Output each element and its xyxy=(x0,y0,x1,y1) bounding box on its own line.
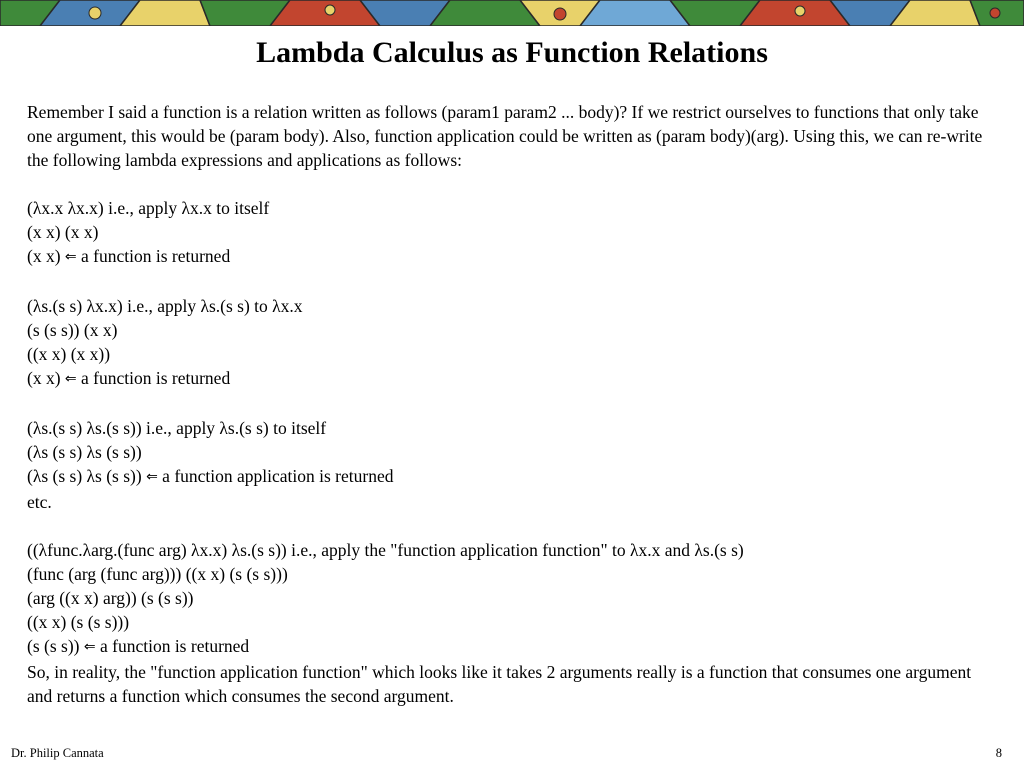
example3-line1: (λs.(s s) λs.(s s)) i.e., apply λs.(s s) to itself xyxy=(27,418,327,438)
example2-line4 xyxy=(27,366,987,392)
example2-line3: ((x x) (x x)) xyxy=(27,344,111,364)
example2-line2: (s (s s)) (x x) xyxy=(27,320,118,340)
example3-line3 xyxy=(27,464,987,490)
left-arrow-icon: ⇐ xyxy=(83,639,96,655)
stained-glass-image xyxy=(0,0,1024,26)
slide-title: Lambda Calculus as Function Relations xyxy=(256,36,768,69)
example3-result-text: a function application is returned xyxy=(157,466,394,486)
example1-result-expr: (x x) xyxy=(27,246,65,266)
example4-line2: (func (arg (func arg))) ((x x) (s (s s))) xyxy=(27,564,288,584)
example4-result-expr: (s (s s)) xyxy=(27,636,84,656)
intro-paragraph: Remember I said a function is a relation written as follows (param1 param2 ... body)? If we restrict ourselves to functions that only take one argument, this would be (param body). Also, function application could be written as (param body)(arg). Using this, we can re-write the following lambda expressions and applications as follows: xyxy=(27,102,983,170)
example2-result-text: a function is returned xyxy=(76,368,231,388)
example2-result-expr: (x x) xyxy=(27,368,65,388)
spacer xyxy=(27,392,987,416)
example3-line4: etc. xyxy=(27,492,52,512)
left-arrow-icon: ⇐ xyxy=(146,469,158,485)
example2-line1: (λs.(s s) λx.x) i.e., apply λs.(s s) to λx.x xyxy=(27,296,303,316)
left-arrow-icon: ⇐ xyxy=(64,249,77,265)
footer-author: Dr. Philip Cannata xyxy=(11,746,104,760)
example4-result-text: a function is returned xyxy=(95,636,250,656)
example1-line2: (x x) (x x) xyxy=(27,222,99,242)
example3-result-expr: (λs (s s) λs (s s)) xyxy=(27,466,147,486)
example1-line3 xyxy=(27,244,987,270)
example4-line1: ((λfunc.λarg.(func arg) λx.x) λs.(s s)) i.e., apply the "function application function" to λx.x and λs.(s s) xyxy=(27,540,744,560)
spacer xyxy=(27,514,987,538)
left-arrow-icon: ⇐ xyxy=(64,371,77,387)
spacer xyxy=(27,270,987,294)
example4-line3: (arg ((x x) arg)) (s (s s)) xyxy=(27,588,194,608)
spacer xyxy=(27,172,987,196)
example4-line4: ((x x) (s (s s))) xyxy=(27,612,130,632)
stained-glass-banner xyxy=(0,0,1024,26)
example3-line2: (λs (s s) λs (s s)) xyxy=(27,442,142,462)
page-number: 8 xyxy=(995,746,1002,760)
slide-body xyxy=(27,100,987,708)
example1-result-text: a function is returned xyxy=(76,246,231,266)
example4-line5 xyxy=(27,634,987,660)
example1-line1: (λx.x λx.x) i.e., apply λx.x to itself xyxy=(27,198,270,218)
conclusion-paragraph: So, in reality, the "function application function" which looks like it takes 2 arguments really is a function that consumes one argument and returns a function which consumes the second argument. xyxy=(27,662,972,706)
